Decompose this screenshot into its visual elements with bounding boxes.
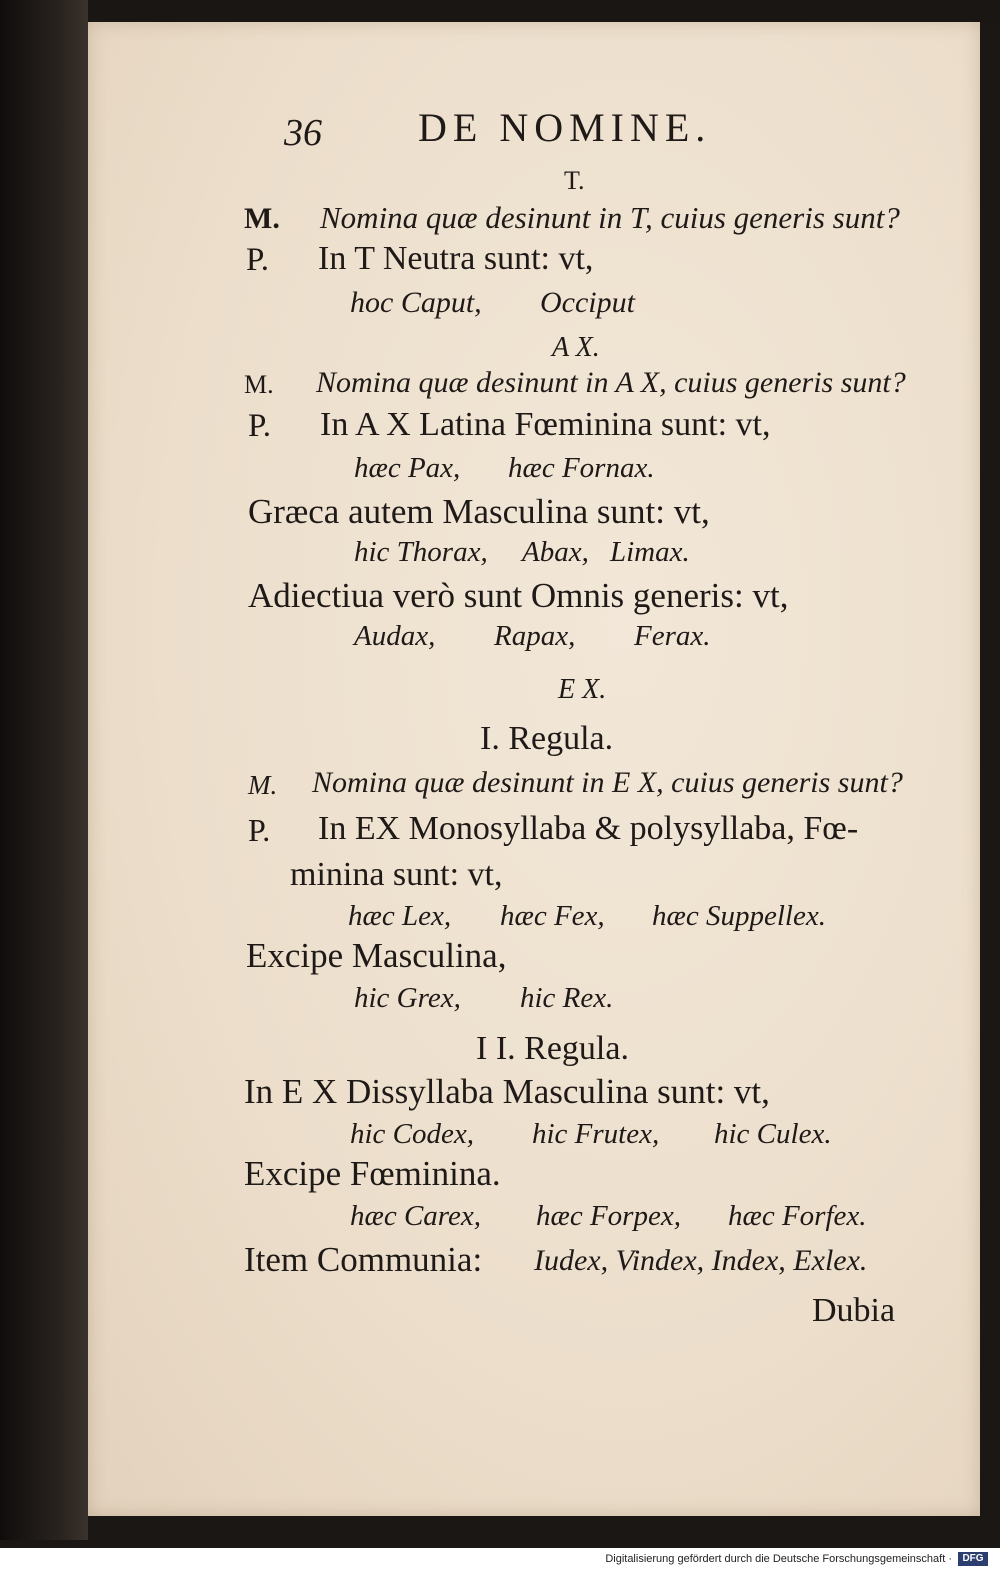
example-word: hic Frutex, xyxy=(532,1118,660,1150)
top-edge xyxy=(88,0,1000,22)
example-word: hic Culex. xyxy=(714,1118,832,1150)
example-word: hæc Lex, xyxy=(348,900,452,932)
example-word: hæc Fornax. xyxy=(508,452,655,484)
page-number: 36 xyxy=(284,112,322,154)
example-word: hic Codex, xyxy=(350,1118,475,1150)
speaker-p: P. xyxy=(248,812,271,848)
answer-line: In A X Latina Fœminina sunt: vt, xyxy=(320,406,771,443)
text-line: Excipe Fœminina. xyxy=(244,1154,501,1193)
rule-heading: I I. Regula. xyxy=(476,1030,629,1067)
section-heading-ax: A X. xyxy=(552,332,600,363)
text-line: Adiectiua verò sunt Omnis generis: vt, xyxy=(248,576,789,615)
text-line: In E X Dissyllaba Masculina sunt: vt, xyxy=(244,1072,770,1111)
example-word: Limax. xyxy=(610,536,690,568)
speaker-p: P. xyxy=(246,242,269,278)
question-line: Nomina quæ desinunt in A X, cuius generis sunt? xyxy=(316,366,906,399)
text-line: Excipe Masculina, xyxy=(246,936,507,975)
example-word: hæc Pax, xyxy=(354,452,461,484)
answer-line: In EX Monosyllaba & polysyllaba, Fœ- xyxy=(318,810,859,847)
book-page xyxy=(88,22,980,1516)
example-word: Occiput xyxy=(540,286,635,319)
example-word: hic Rex. xyxy=(520,982,614,1014)
text-line: Græca autem Masculina sunt: vt, xyxy=(248,492,710,531)
question-line: Nomina quæ desinunt in E X, cuius generis sunt? xyxy=(312,766,903,799)
rule-heading: I. Regula. xyxy=(480,720,614,757)
section-heading-ex: E X. xyxy=(558,674,607,705)
example-word: hæc Suppellex. xyxy=(652,900,826,932)
answer-line: In T Neutra sunt: vt, xyxy=(318,240,594,277)
funding-credit: Digitalisierung gefördert durch die Deutsche Forschungsgemeinschaft · xyxy=(605,1553,952,1565)
example-word: Audax, xyxy=(354,620,436,652)
speaker-p: P. xyxy=(248,408,271,444)
dfg-logo: DFG xyxy=(958,1552,988,1566)
example-word: hæc Forpex, xyxy=(536,1200,681,1232)
speaker-m: M. xyxy=(244,370,274,399)
book-spine xyxy=(0,0,88,1540)
example-words: Iudex, Vindex, Index, Exlex. xyxy=(534,1244,868,1277)
catchword: Dubia xyxy=(812,1292,896,1329)
example-word: hic Thorax, xyxy=(354,536,488,568)
answer-line: minina sunt: vt, xyxy=(290,856,503,893)
example-word: hæc Forfex. xyxy=(728,1200,867,1232)
running-head: DE NOMINE. xyxy=(418,105,712,150)
example-word: Rapax, xyxy=(494,620,576,652)
text-line: Item Communia: xyxy=(244,1240,483,1279)
section-heading-t: T. xyxy=(564,166,585,195)
speaker-m: M. xyxy=(248,770,278,800)
speaker-m: M. xyxy=(244,202,280,235)
example-word: hoc Caput, xyxy=(350,286,482,319)
example-word: Abax, xyxy=(522,536,589,568)
question-line: Nomina quæ desinunt in T, cuius generis sunt? xyxy=(320,200,900,235)
example-word: hic Grex, xyxy=(354,982,461,1014)
example-word: Ferax. xyxy=(634,620,711,652)
example-word: hæc Carex, xyxy=(350,1200,482,1232)
example-word: hæc Fex, xyxy=(500,900,605,932)
